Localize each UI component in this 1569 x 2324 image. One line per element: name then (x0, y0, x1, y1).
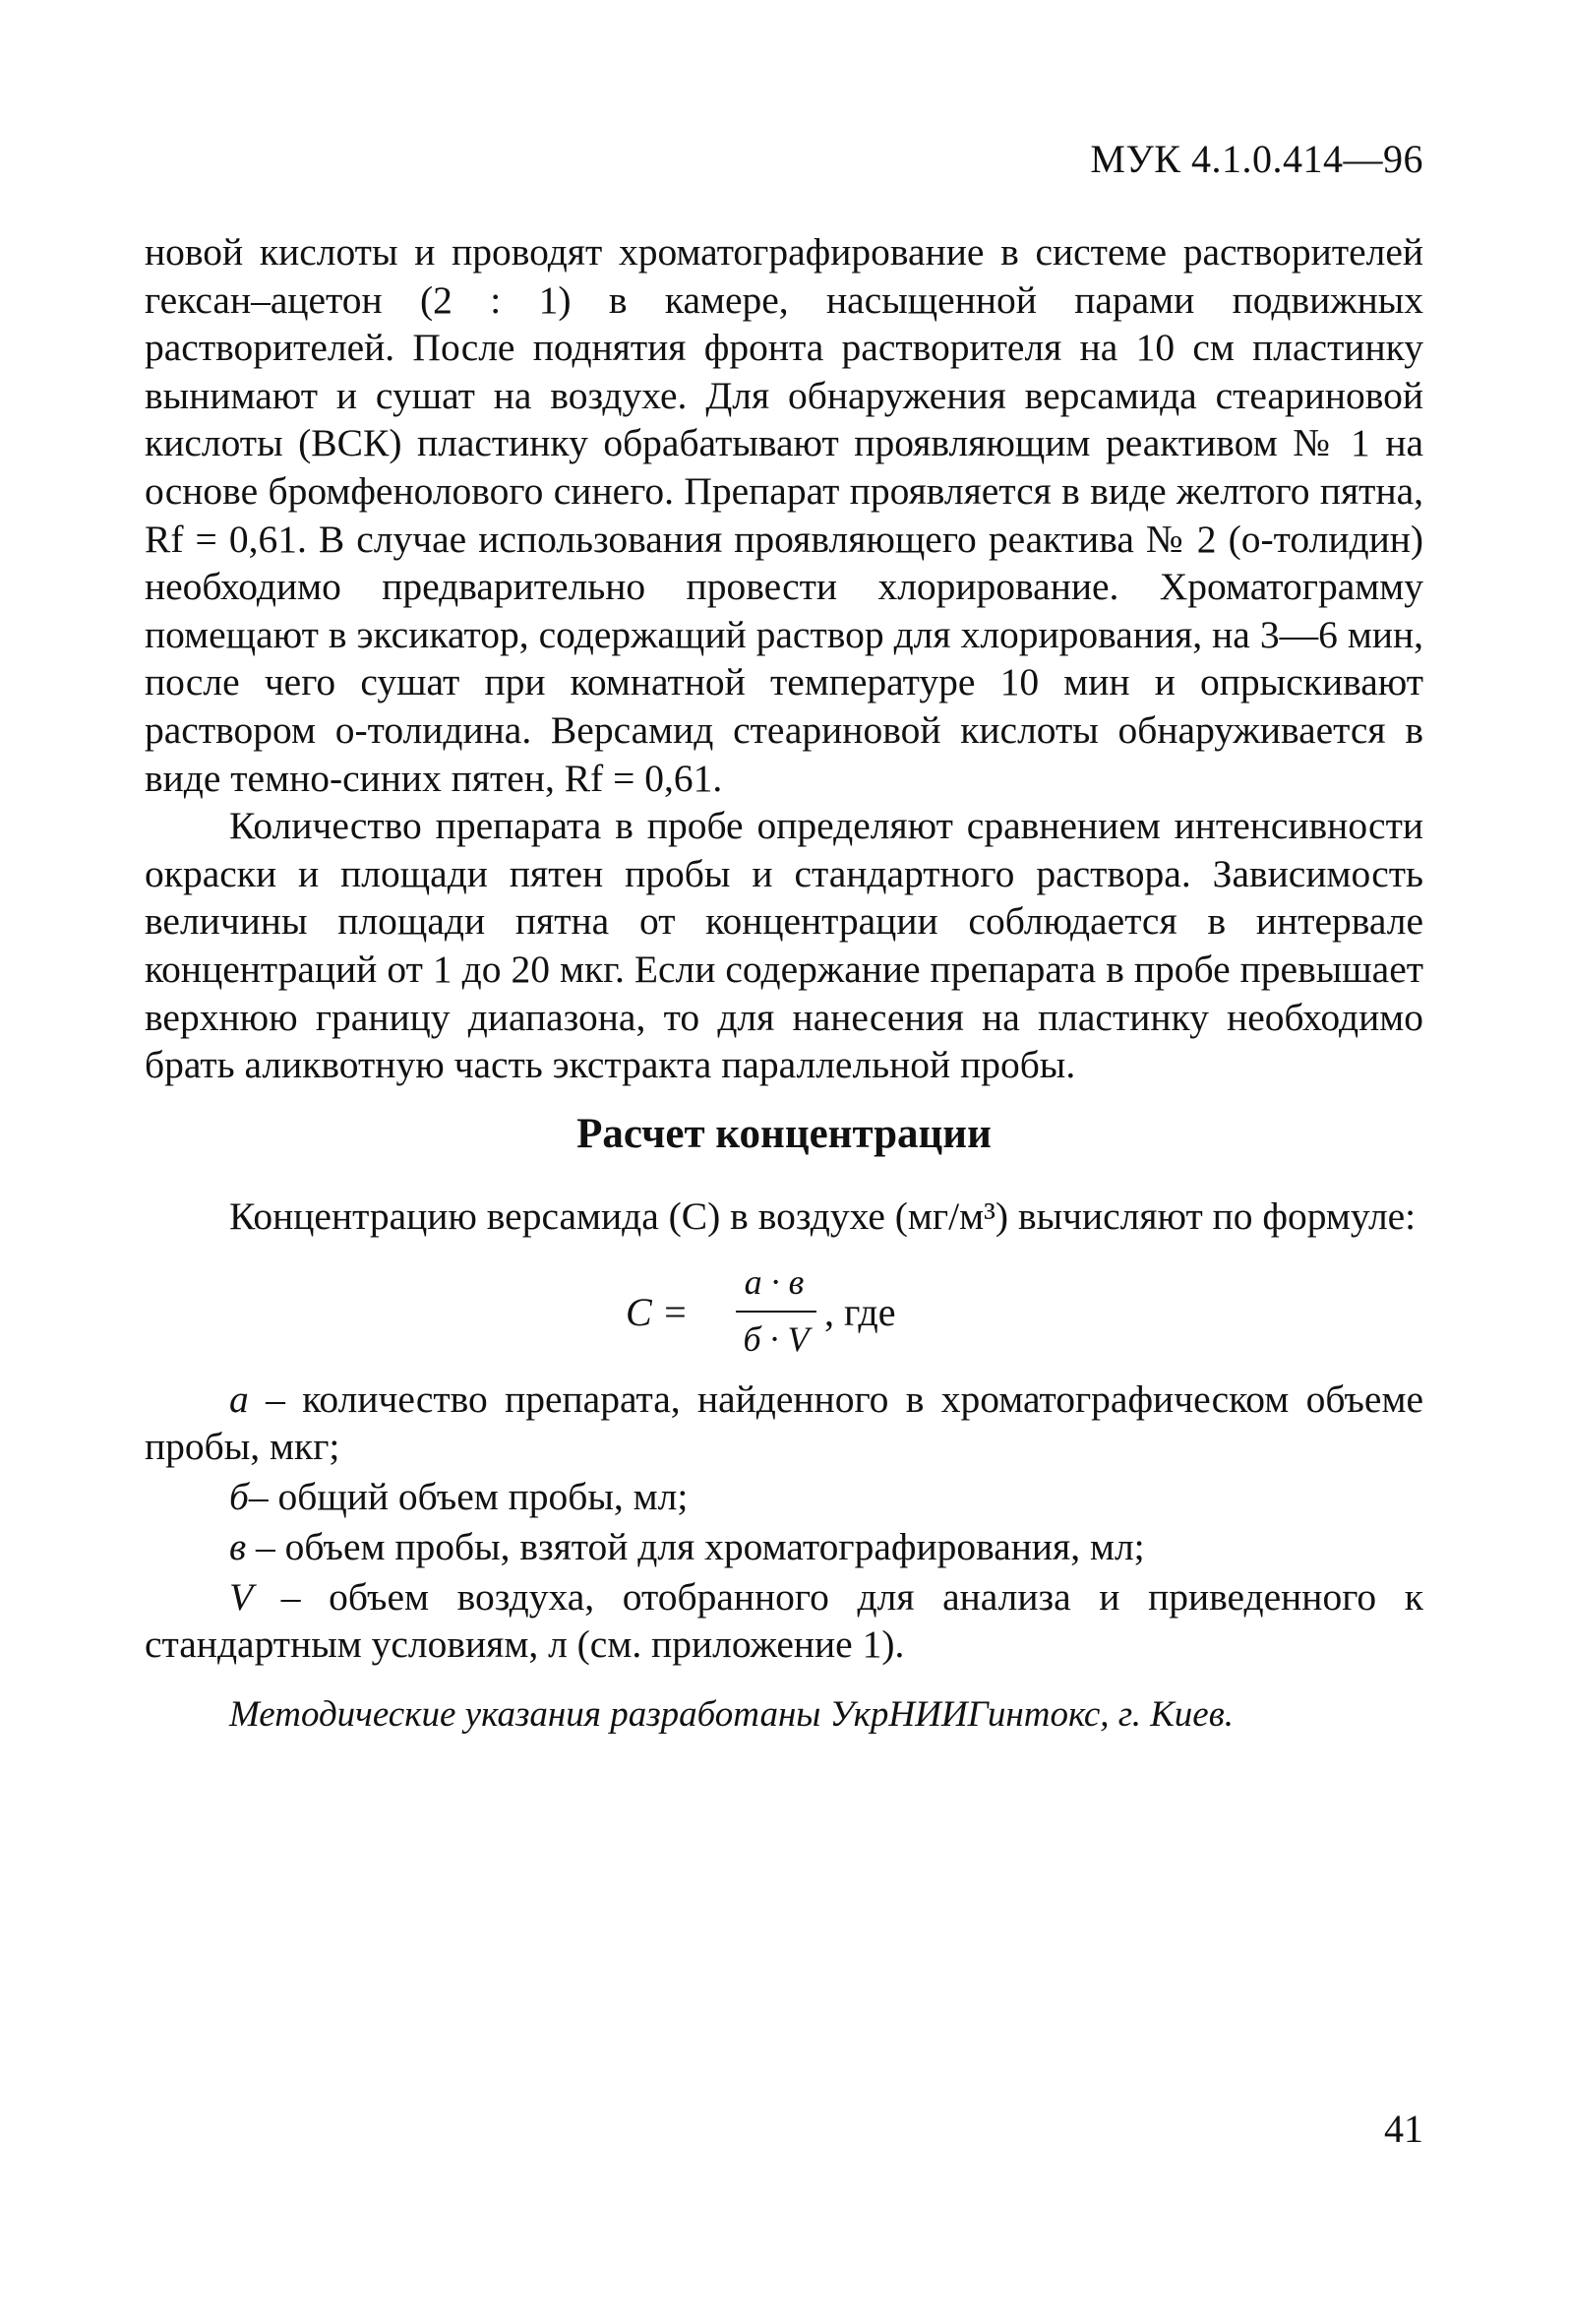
fraction-bar (736, 1311, 816, 1313)
formula-intro: Концентрацию версамида (С) в воздухе (мг/м³) вычисляют по формуле: (229, 1194, 1417, 1238)
body-text (145, 228, 1423, 1089)
definition-item (145, 1573, 1423, 1668)
definition-symbol: в (229, 1525, 247, 1568)
page-number: 41 (1384, 2107, 1423, 2151)
variable-definitions (145, 1376, 1423, 1671)
definition-text: – общий объем пробы, мл; (248, 1475, 689, 1518)
definition-text: – количество препарата, найденного в хроматографическом объеме пробы, мкг; (145, 1377, 1423, 1468)
document-code-header: МУК 4.1.0.414—96 (1090, 137, 1423, 181)
definition-symbol: V (229, 1575, 254, 1619)
section-heading: Расчет концентрации (576, 1111, 992, 1157)
definition-text: – объем воздуха, отобранного для анализа и приведенного к стандартным условиям, л (см. приложение 1). (145, 1575, 1423, 1666)
definition-item (145, 1523, 1423, 1570)
concentration-formula (0, 1261, 1569, 1370)
paragraph-chromatography: новой кислоты и проводят хроматографирование в системе растворителей гексан–ацетон (2 : 1) в камере, насыщенной парами подвижных растворителей. После поднятия фронта растворителя на 10 см пластинку вынимают и сушат на воздухе. Для обнаружения версамида стеариновой кислоты (ВСК) пластинку обрабатывают проявляющим реактивом № 1 на основе бромфенолового синего. Препарат проявляется в виде желтого пятна, Rf = 0,61. В случае использования проявляющего реактива № 2 (о-толидин) необходимо предварительно провести хлорирование. Хроматограмму помещают в эксикатор, содержащий раствор для хлорирования, на 3—6 мин, после чего сушат при комнатной температуре 10 мин и опрыскивают раствором о-толидина. Версамид стеариновой кислоты обнаруживается в виде темно-синих пятен, Rf = 0,61. (145, 230, 1423, 800)
paragraph-quantity: Количество препарата в пробе определяют сравнением интенсивности окраски и площади пятен пробы и стандартного раствора. Зависимость величины площади пятна от концентрации соблюдается в интервале концентраций от 1 до 20 мкг. Если содержание препарата в пробе превышает верхнюю границу диапазона, то для нанесения на пластинку необходимо брать аликвотную часть экстракта параллельной пробы. (145, 804, 1423, 1087)
definition-symbol: б (229, 1475, 249, 1518)
definition-item (145, 1473, 1423, 1520)
formula-numerator: а · в (744, 1262, 805, 1302)
authors-note: Методические указания разработаны УкрНИИГинтокс, г. Киев. (229, 1694, 1235, 1735)
definition-text: – объем пробы, взятой для хроматографирования, мл; (246, 1525, 1145, 1568)
formula-suffix: , где (824, 1290, 896, 1334)
formula-denominator: б · V (743, 1319, 810, 1359)
definition-symbol: а (229, 1377, 249, 1421)
definition-item (145, 1376, 1423, 1470)
formula-lhs: С = (626, 1290, 689, 1334)
